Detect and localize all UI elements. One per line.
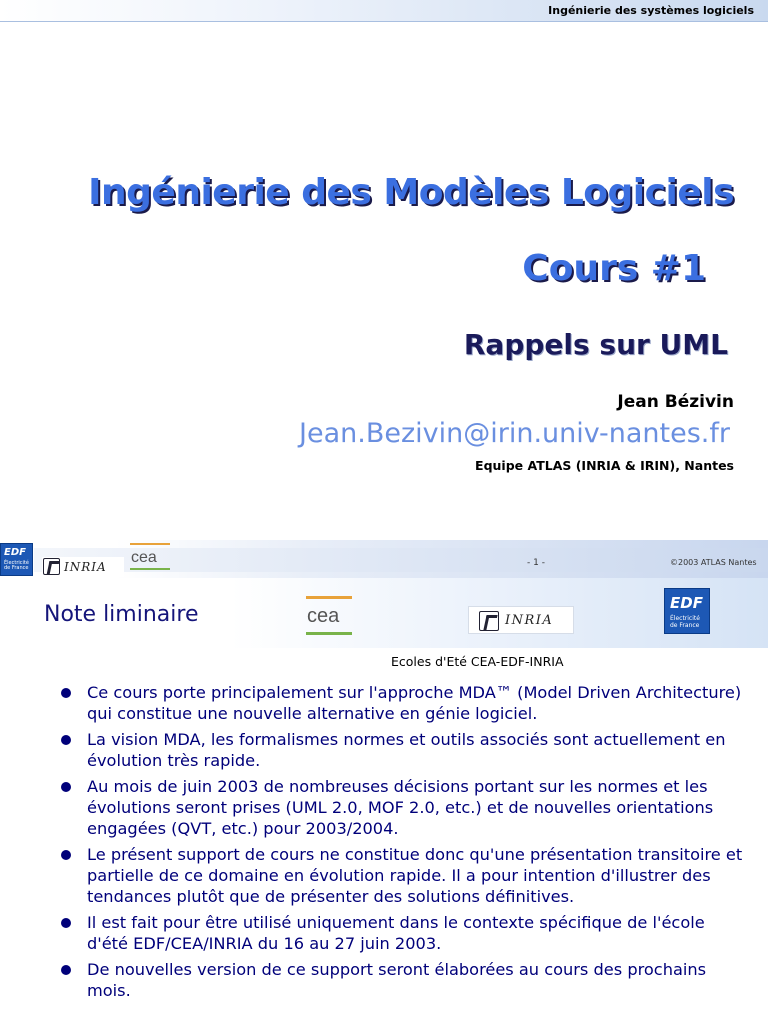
bullet-item (58, 959, 748, 1001)
bullet-dot-icon (61, 918, 71, 928)
presentation-subtitle: Rappels sur UML (463, 328, 728, 361)
edf-logo (0, 543, 33, 576)
edf-logo-large-text: EDF (670, 594, 703, 612)
bullet-text: Il est fait pour être utilisé uniquement dans le contexte spécifique de l'école d'été EDF/CEA/INRIA du 16 au 27 juin 2003. (87, 913, 705, 953)
bullet-dot-icon (61, 735, 71, 745)
edf-logo-large (664, 588, 710, 634)
team-affiliation: Equipe ATLAS (INRIA & IRIN), Nantes (475, 458, 734, 473)
bullet-text: Le présent support de cours ne constitue donc qu'une présentation transitoire et partielle de ce domaine en évolution rapide. Il a pour intention d'illustrer des tendances plutôt que de présenter des solutions définitives. (87, 845, 743, 906)
summer-schools-caption: Ecoles d'Eté CEA-EDF-INRIA (391, 654, 564, 669)
bullet-dot-icon (61, 782, 71, 792)
cea-logo-large (306, 596, 354, 636)
cea-logo-text: cea (131, 549, 157, 566)
bullet-item (58, 912, 748, 954)
author-name: Jean Bézivin (617, 392, 734, 412)
inria-logo (42, 557, 124, 577)
bullet-text: De nouvelles version de ce support seront élaborées au cours des prochains mois. (87, 960, 707, 1000)
presentation-title: Ingénierie des Modèles Logiciels (88, 172, 734, 213)
author-email-link[interactable]: Jean.Bezivin@irin.univ-nantes.fr (299, 418, 730, 449)
inria-mark-icon (479, 611, 499, 631)
bullet-dot-icon (61, 965, 71, 975)
bullet-text: La vision MDA, les formalismes normes et outils associés sont actuellement en évolution très rapide. (87, 730, 726, 770)
course-number: Cours #1 (522, 248, 706, 289)
bullet-dot-icon (61, 688, 71, 698)
bullet-text: Ce cours porte principalement sur l'approche MDA™ (Model Driven Architecture) qui constitue une nouvelle alternative en génie logiciel. (87, 683, 742, 723)
cea-logo-large-text: cea (307, 605, 340, 627)
cea-logo (130, 543, 170, 571)
bullet-dot-icon (61, 850, 71, 860)
bullet-list (58, 682, 748, 1006)
bullet-item (58, 776, 748, 839)
header-title: Ingénierie des systèmes logiciels (548, 4, 754, 17)
edf-logo-large-subtext: Électricité de France (670, 615, 700, 629)
bullet-item (58, 844, 748, 907)
copyright-notice: ©2003 ATLAS Nantes (670, 558, 757, 567)
page-number: - 1 - (527, 558, 545, 568)
slide-title: Note liminaire (44, 602, 199, 627)
inria-logo-large-text: INRIA (505, 613, 554, 628)
inria-mark-icon (43, 558, 60, 575)
header-bar (0, 0, 768, 22)
inria-logo-large (468, 606, 574, 634)
bullet-item (58, 682, 748, 724)
bullet-text: Au mois de juin 2003 de nombreuses décisions portant sur les normes et les évolutions seront prises (UML 2.0, MOF 2.0, etc.) et de nouvelles orientations engagées (QVT, etc.) pour 2003/2004. (87, 777, 714, 838)
note-slide (0, 578, 768, 1024)
edf-logo-text: EDF (4, 547, 26, 558)
edf-logo-subtext: Électricité de France (4, 560, 29, 571)
bullet-item (58, 729, 748, 771)
inria-logo-text: INRIA (64, 560, 107, 574)
